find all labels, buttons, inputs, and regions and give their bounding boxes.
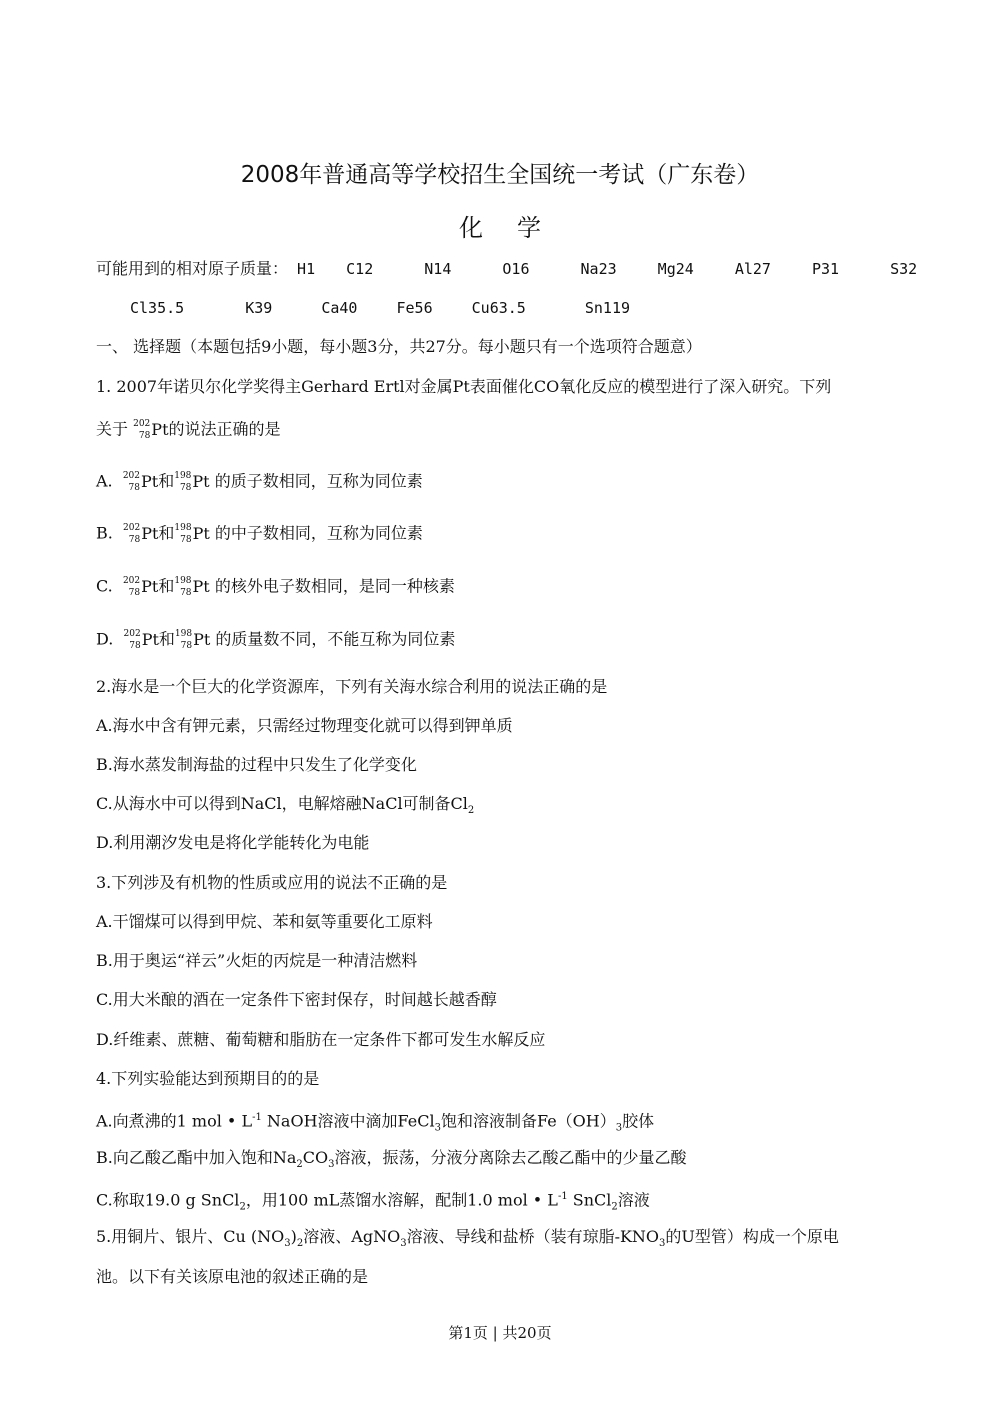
atomic-mass-item: Cl35.5 [130,299,185,317]
question-2-stem: 2.海水是一个巨大的化学资源库，下列有关海水综合利用的说法正确的是 [96,677,608,696]
atomic-mass-item: Sn119 [584,299,631,317]
question-2-option-d: D.利用潮汐发电是将化学能转化为电能 [96,833,370,852]
question-3-option-b: B.用于奥运“祥云”火炬的丙烷是一种清洁燃料 [96,951,418,970]
atomic-mass-item: S32 [890,260,918,278]
atomic-mass-item: K39 [245,299,273,317]
page-title: 2008年普通高等学校招生全国统一考试（广东卷） [240,162,760,188]
nuclide-pt-202: 202 78 Pt [133,419,169,441]
atomic-mass-item: H1 [297,260,316,278]
question-2-option-c: C.从海水中可以得到NaCl，电解熔融NaCl可制备$Cl_2$ [96,794,475,817]
question-3-stem: 3.下列涉及有机物的性质或应用的说法不正确的是 [96,873,448,892]
atomic-mass-row-1 [96,258,939,280]
atomic-mass-label: 可能用到的相对原子质量： [96,259,289,278]
nuclide-pt-198: 198 78 Pt [174,471,210,493]
atomic-mass-item: P31 [811,260,840,278]
nuclide-pt-202: 202 78 Pt [122,576,159,598]
section-heading: 一、 选择题（本题包括9小题，每小题3分，共27分。每小题只有一个选项符合题意） [96,337,702,356]
nuclide-pt-202: 202 78 Pt [123,523,159,545]
question-4-option-c: C.称取19.0 g SnCl$_2$，用100 mL蒸馏水溶解，配制1.0 mol • $L^{-1}$ SnCl$_2$溶液 [96,1190,650,1213]
atomic-mass-item: Al27 [734,260,771,278]
nuclide-pt-202: 202 78 Pt [122,471,159,493]
question-5-stem-line-2: 池。以下有关该原电池的叙述正确的是 [96,1267,369,1286]
question-3-option-d: D.纤维素、蔗糖、葡萄糖和脂肪在一定条件下都可发生水解反应 [96,1030,546,1049]
question-1-option-d: D. 202 78 Pt 和 198 78 Pt 的质量数不同，不能互称为同位素 [96,629,456,651]
question-3-option-a: A.干馏煤可以得到甲烷、苯和氨等重要化工原料 [96,912,433,931]
question-4-option-a: A.向煮沸的1 mol • $L^{-1}$ NaOH溶液中滴加FeCl$_3$饱和溶液制备$Fe(OH)_3$胶体 [96,1111,655,1134]
atomic-mass-row-2 [130,297,652,319]
question-5-stem: 5.用铜片、银片、Cu $(NO_3)_2$溶液、AgNO$_3$溶液、导线和盐桥（装有琼脂$-KNO_3$的U型管）构成一个原电 [96,1227,839,1250]
question-1-option-c: C. 202 78 Pt 和 198 78 Pt 的核外电子数相同，是同一种核素 [96,576,455,598]
question-2-option-a: A.海水中含有钾元素，只需经过物理变化就可以得到钾单质 [96,716,513,735]
question-1-option-a: A. 202 78 Pt 和 198 78 Pt 的质子数相同，互称为同位素 [96,471,423,493]
question-1-stem: 1. 2007年诺贝尔化学奖得主Gerhard Ertl对金属Pt表面催化CO氧化反应的模型进行了深入研究。下列 [96,377,832,396]
question-4-stem: 4.下列实验能达到预期目的的是 [96,1069,320,1088]
atomic-mass-item: N14 [424,260,452,278]
atomic-mass-item: Fe56 [396,299,433,317]
atomic-mass-item: Cu63.5 [471,299,526,317]
nuclide-pt-198: 198 78 Pt [174,576,210,598]
question-2-option-b: B.海水蒸发制海盐的过程中只发生了化学变化 [96,755,417,774]
nuclide-pt-198: 198 78 Pt [174,629,211,651]
question-1-option-b: B. 202 78 Pt 和 198 78 Pt 的中子数相同，互称为同位素 [96,523,423,545]
atomic-mass-item: O16 [502,260,530,278]
question-4-option-b: B.向乙酸乙酯中加入饱和$Na_2CO_3$溶液，振荡，分液分离除去乙酸乙酯中的少量乙酸 [96,1148,687,1171]
nuclide-pt-202: 202 78 Pt [123,629,159,651]
question-3-option-c: C.用大米酿的酒在一定条件下密封保存，时间越长越香醇 [96,990,497,1009]
subject-title: 化学 [459,214,575,242]
atomic-mass-item: Mg24 [657,260,694,278]
atomic-mass-item: Na23 [580,260,617,278]
atomic-mass-item: Ca40 [321,299,358,317]
atomic-mass-item: C12 [346,260,374,278]
page-footer: 第1页 | 共20页 [448,1324,552,1342]
question-1-stem-line-2: 关于 202 78 Pt 的说法正确的是 [96,419,281,441]
nuclide-pt-198: 198 78 Pt [174,523,210,545]
